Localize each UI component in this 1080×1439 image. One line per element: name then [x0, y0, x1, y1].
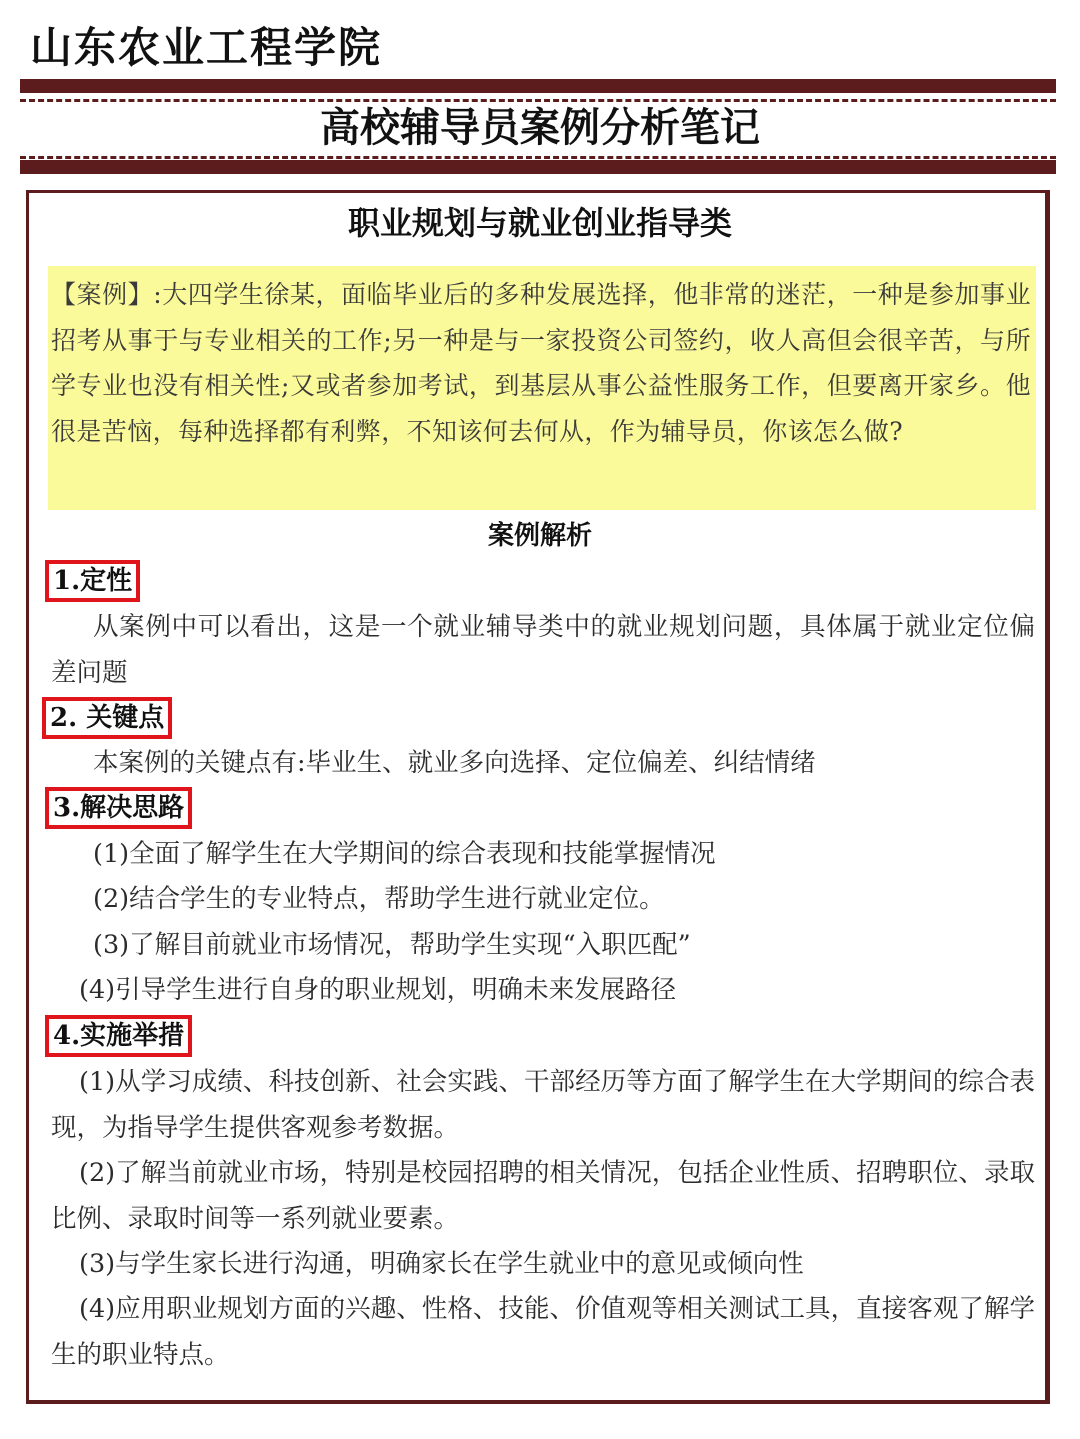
section-paragraph: 从案例中可以看出，这是一个就业辅导类中的就业规划问题，具体属于就业定位偏差问题: [51, 612, 1035, 688]
school-name: 山东农业工程学院: [30, 23, 383, 72]
notebook-title: 高校辅导员案例分析笔记: [320, 104, 760, 151]
bottom-dashed-rule: [20, 156, 1056, 159]
top-banner-bar: [20, 79, 1056, 93]
section-heading-characterization: 1.定性: [45, 560, 140, 602]
analysis-title: 案例解析: [487, 521, 592, 551]
section-paragraph: (2)了解当前就业市场，特别是校园招聘的相关情况，包括企业性质、招聘职位、录取比例、录取时间等一系列就业要素。: [51, 1158, 1035, 1234]
section-paragraph: (1)全面了解学生在大学期间的综合表现和技能掌握情况: [93, 839, 716, 869]
section-paragraph: (4)引导学生进行自身的职业规划，明确未来发展路径: [79, 975, 677, 1005]
section-paragraph: 本案例的关键点有:毕业生、就业多向选择、定位偏差、纠结情绪: [93, 748, 816, 778]
section-paragraph: (3)与学生家长进行沟通，明确家长在学生就业中的意见或倾向性: [79, 1249, 804, 1279]
section-paragraph: (3)了解目前就业市场情况，帮助学生实现“入职匹配”: [93, 930, 691, 960]
bottom-banner-bar: [20, 160, 1056, 174]
section-heading-approach: 3.解决思路: [45, 787, 192, 829]
section-heading-measures: 4.实施举措: [45, 1015, 192, 1057]
category-title: 职业规划与就业创业指导类: [347, 204, 732, 242]
section-paragraph: (1)从学习成绩、科技创新、社会实践、干部经历等方面了解学生在大学期间的综合表现，为指导学生提供客观参考数据。: [51, 1067, 1035, 1143]
section-heading-key-points: 2. 关键点: [42, 697, 172, 739]
section-paragraph: (2)结合学生的专业特点，帮助学生进行就业定位。: [93, 884, 665, 914]
case-text: 【案例】:大四学生徐某，面临毕业后的多种发展选择，他非常的迷茫，一种是参加事业招考从事于与专业相关的工作;另一种是与一家投资公司签约，收人高但会很辛苦，与所学专业也没有相关性;又或者参加考试，到基层从事公益性服务工作，但要离开家乡。他很是苦恼，每种选择都有利弊，不知该何去何从，作为辅导员，你该怎么做?: [51, 280, 1031, 446]
section-paragraph: (4)应用职业规划方面的兴趣、性格、技能、价值观等相关测试工具，直接客观了解学生的职业特点。: [51, 1294, 1035, 1370]
